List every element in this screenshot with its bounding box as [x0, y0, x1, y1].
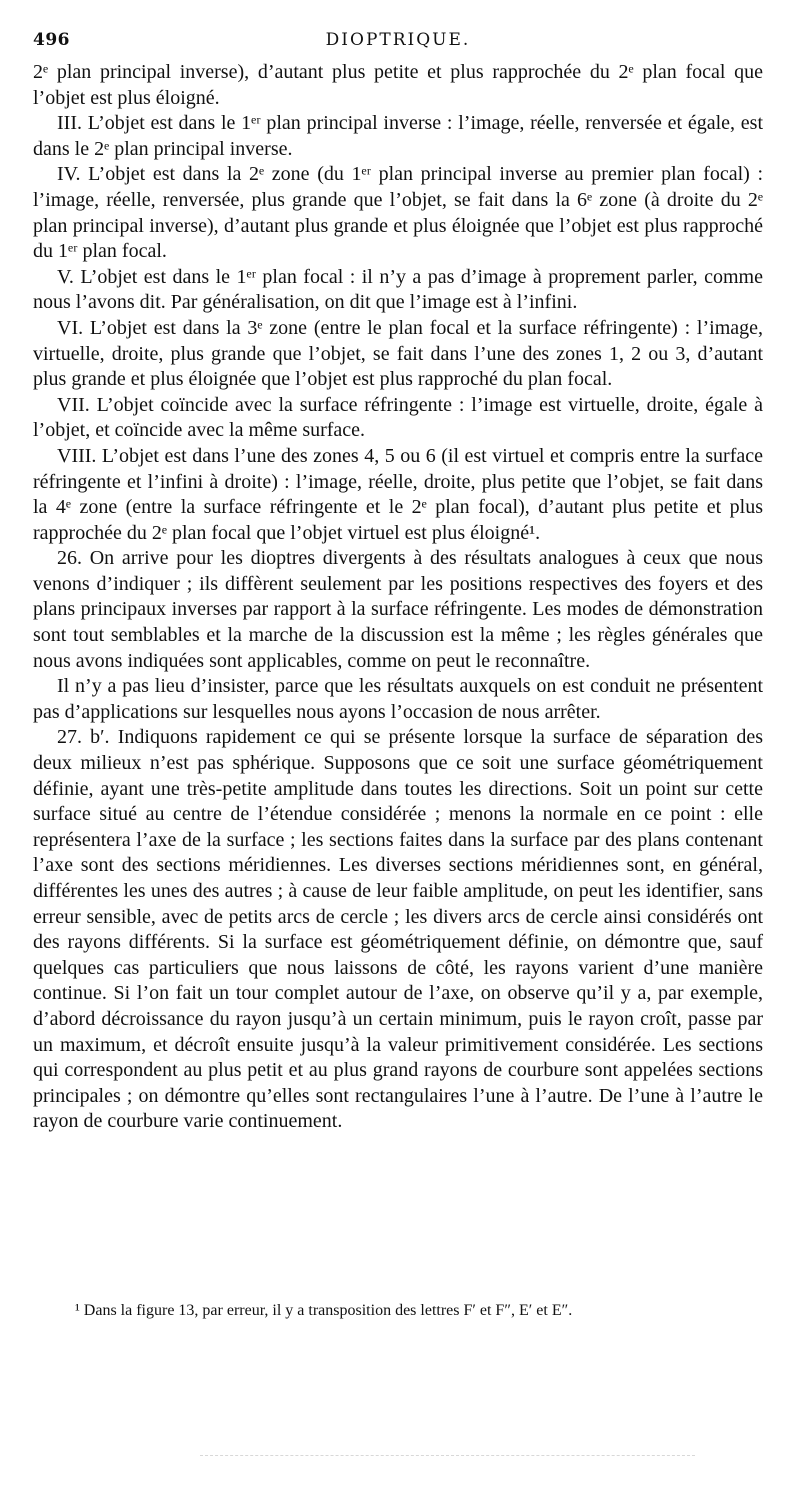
paragraph-case-v: V. L’objet est dans le 1ᵉʳ plan focal : il n’y a pas d’image à proprement parler, comme nous l’avons dit. Par généralisation, on dit que l’image est à l’infini. [33, 265, 763, 314]
paragraph-case-vi: VI. L’objet est dans la 3ᵉ zone (entre le plan focal et la surface réfringente) : l’image, virtuelle, droite, plus grande que l’objet, se fait dans l’une des zones 1, 2 ou 3, d’autant plus grande et plus éloignée que l’objet est plus rapproché du plan focal. [33, 316, 763, 391]
paragraph-case-vii: VII. L’objet coïncide avec la surface réfringente : l’image est virtuelle, droite, égale à l’objet, et coïncide avec la même surface. [33, 393, 763, 442]
paragraph-section-26: 26. On arrive pour les dioptres divergents à des résultats analogues à ceux que nous venons d’indiquer ; ils diffèrent seulement par les positions respectives des foyers et des plans principaux inverses par rapport à la surface réfringente. Les modes de démonstration sont tout semblables et la marche de la discussion est la même ; les règles générales que nous avons indiquées sont applicables, comme on peut le reconnaître. [33, 547, 763, 672]
page-header [33, 30, 763, 54]
page-number: 496 [33, 30, 70, 50]
faint-bottom-rule [200, 1455, 695, 1456]
paragraph-continuation: 2ᵉ plan principal inverse), d’autant plus petite et plus rapprochée du 2ᵉ plan focal que l’objet est plus éloigné. [33, 61, 763, 109]
running-title: DIOPTRIQUE. [325, 30, 471, 50]
paragraph-insister: Il n’y a pas lieu d’insister, parce que les résultats auxquels on est conduit ne présentent pas d’applications sur lesquelles nous ayons l’occasion de nous arrêter. [33, 675, 763, 723]
paragraph-case-iii: III. L’objet est dans le 1ᵉʳ plan principal inverse : l’image, réelle, renversée et égale, est dans le 2ᵉ plan principal inverse. [33, 112, 763, 160]
paragraph-section-27: 27. b′. Indiquons rapidement ce qui se présente lorsque la surface de séparation des deux milieux n’est pas sphérique. Supposons que ce soit une surface géométriquement définie, ayant une très-petite amplitude dans toutes les directions. Soit un point sur cette surface situé au centre de l’étendue considérée ; menons la normale en ce point : elle représentera l’axe de la surface ; les sections faites dans la surface par des plans contenant l’axe sont des sections méridiennes. Les diverses sections méridiennes sont, en général, différentes les unes des autres ; à cause de leur faible amplitude, on peut les identifier, sans erreur sensible, avec de petits arcs de cercle ; les divers arcs de cercle ainsi considérés ont des rayons différents. Si la surface est géométriquement définie, on démontre que, sauf quelques cas particuliers que nous laissons de côté, les rayons varient d’une manière continue. Si l’on fait un tour complet autour de l’axe, on observe qu’il y a, par exemple, d’abord décroissance du rayon jusqu’à un certain minimum, puis le rayon croît, passe par un maximum, et décroît ensuite jusqu’à la valeur primitivement considérée. Les sections qui correspondent au plus petit et au plus grand rayons de courbure sont appelées sections principales ; on démontre qu’elles sont rectangulaires l’une à l’autre. De l’une à l’autre le rayon de courbure varie continuement. [33, 726, 763, 1133]
paragraph-case-iv: IV. L’objet est dans la 2ᵉ zone (du 1ᵉʳ plan principal inverse au premier plan focal) : l’image, réelle, renversée, plus grande que l’objet, se fait dans la 6ᵉ zone (à droite du 2ᵉ plan principal inverse), d’autant plus grande et plus éloignée que l’objet est plus rapproché du 1ᵉʳ plan focal. [33, 163, 763, 263]
footnote: ¹ Dans la figure 13, par erreur, il y a transposition des lettres F′ et F″, E′ et E″. [75, 1302, 573, 1319]
paragraph-case-viii: VIII. L’objet est dans l’une des zones 4, 5 ou 6 (il est virtuel et compris entre la surface réfringente et l’infini à droite) : l’image, réelle, droite, plus petite que l’objet, se fait dans la 4ᵉ zone (entre la surface réfringente et le 2ᵉ plan focal), d’autant plus petite et plus rapprochée du 2ᵉ plan focal que l’objet virtuel est plus éloigné¹. [33, 444, 763, 544]
body-text [33, 60, 763, 1135]
